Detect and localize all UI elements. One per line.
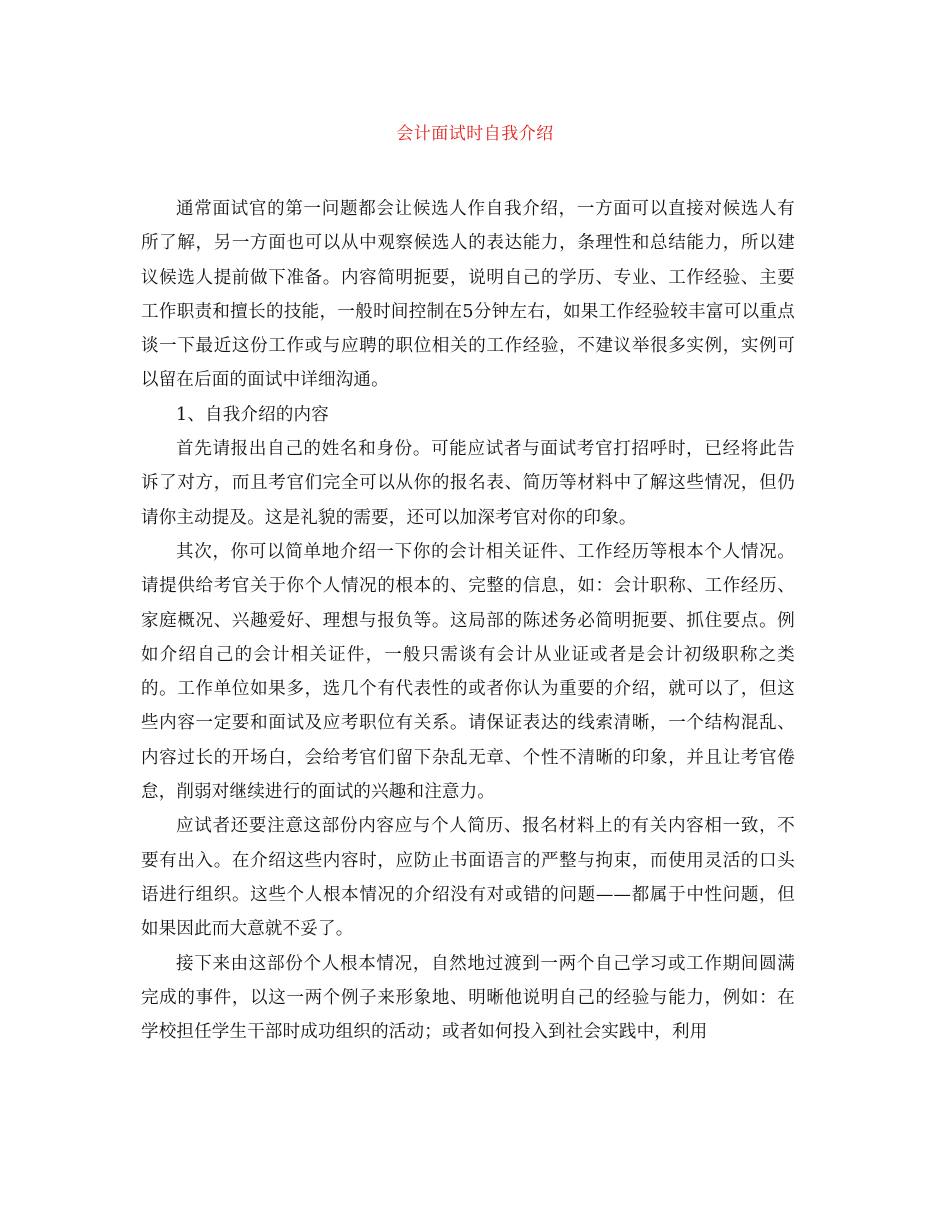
paragraph-name-identity: 首先请报出自己的姓名和身份。可能应试者与面试考官打招呼时，已经将此告诉了对方，而且考官们完全可以从你的报名表、简历等材料中了解这些情况，但仍请你主动提及。这是礼貌的需要，还可以加深考官对你的印象。 [141,439,795,528]
paragraph-examples: 接下来由这部份个人根本情况，自然地过渡到一两个自己学习或工作期间圆满完成的事件，以这一两个例子来形象地、明晰他说明自己的经验与能力，例如：在学校担任学生干部时成功组织的活动；或者如何投入到社会实践中，利用 [141,953,795,1043]
document-body [141,192,795,1049]
document-title: 会计面试时自我介绍 [396,124,554,144]
paragraph-intro: 通常面试官的第一问题都会让候选人作自我介绍，一方面可以直接对候选人有所了解，另一方面也可以从中观察候选人的表达能力，条理性和总结能力，所以建议候选人提前做下准备。内容简明扼要，说明自己的学历、专业、工作经验、主要工作职责和擅长的技能，一般时间控制在5分钟左右，如果工作经验较丰富可以重点谈一下最近这份工作或与应聘的职位相关的工作经验，不建议举很多实例，实例可以留在后面的面试中详细沟通。 [141,199,795,391]
paragraph-consistency: 应试者还要注意这部份内容应与个人简历、报名材料上的有关内容相一致，不要有出入。在介绍这些内容时，应防止书面语言的严整与拘束，而使用灵活的口头语进行组织。这些个人根本情况的介绍没有对或错的问题——都属于中性问题，但如果因此而大意就不妥了。 [141,816,795,940]
paragraph-basic-info: 其次，你可以简单地介绍一下你的会计相关证件、工作经历等根本个人情况。请提供给考官关于你个人情况的根本的、完整的信息，如：会计职称、工作经历、家庭概况、兴趣爱好、理想与报负等。这局部的陈述务必简明扼要、抓住要点。例如介绍自己的会计相关证件，一般只需谈有会计从业证或者是会计初级职称之类的。工作单位如果多，选几个有代表性的或者你认为重要的介绍，就可以了，但这些内容一定要和面试及应考职位有关系。请保证表达的线索清晰，一个结构混乱、内容过长的开场白，会给考官们留下杂乱无章、个性不清晰的印象，并且让考官倦怠，削弱对继续进行的面试的兴趣和注意力。 [141,541,795,803]
section-heading: 1、自我介绍的内容 [176,404,329,425]
